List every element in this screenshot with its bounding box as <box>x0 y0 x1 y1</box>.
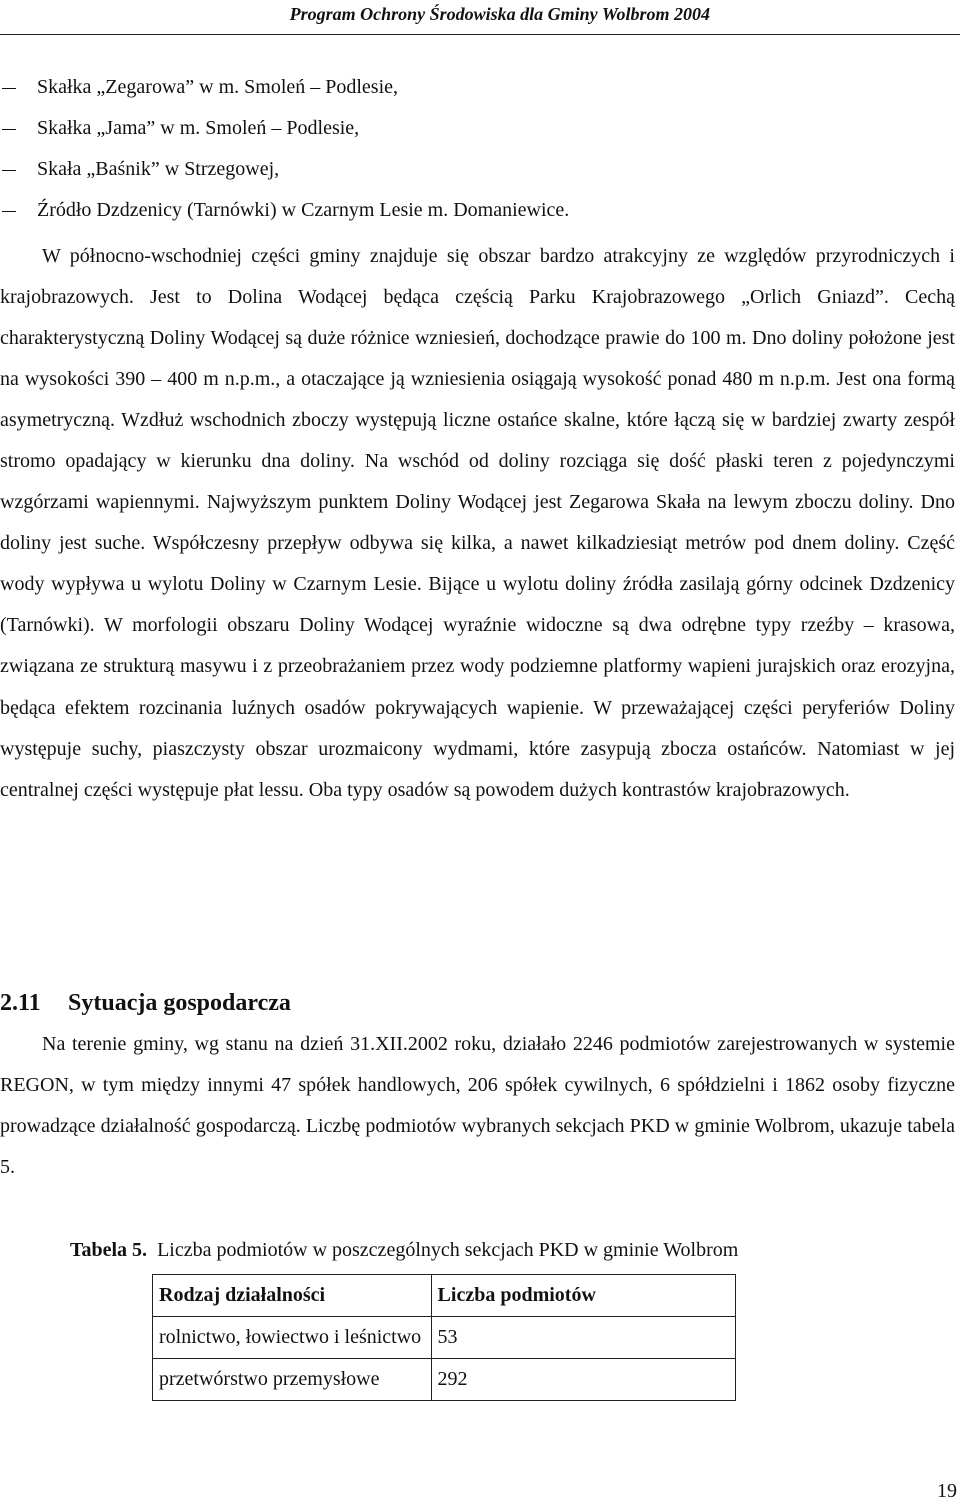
table-cell: 53 <box>431 1317 735 1359</box>
list-item <box>0 108 960 149</box>
table-caption-text: Liczba podmiotów w poszczególnych sekcjach PKD w gminie Wolbrom <box>157 1239 739 1261</box>
dash-bullet-icon <box>2 211 16 212</box>
section-number: 2.11 <box>0 990 41 1016</box>
table-header-row <box>153 1275 736 1317</box>
section-heading <box>0 990 291 1017</box>
table-cell: 292 <box>431 1359 735 1401</box>
table-cell: przetwórstwo przemysłowe <box>153 1359 432 1401</box>
section-title: Sytuacja gospodarcza <box>68 990 291 1016</box>
list-item-text: Skałka „Jama” w m. Smoleń – Podlesie, <box>37 117 360 139</box>
list-item-text: Źródło Dzdzenicy (Tarnówki) w Czarnym Lesie m. Domaniewice. <box>37 199 570 221</box>
page-number: 19 <box>937 1480 957 1502</box>
table-caption-label: Tabela 5. <box>70 1239 148 1261</box>
table-header-cell: Liczba podmiotów <box>431 1275 735 1317</box>
table-row <box>153 1317 736 1359</box>
list-item-text: Skałka „Zegarowa” w m. Smoleń – Podlesie, <box>37 76 399 98</box>
dash-bullet-icon <box>2 88 16 89</box>
list-item <box>0 67 960 108</box>
running-header: Program Ochrony Środowiska dla Gminy Wolbrom 2004 <box>289 4 710 24</box>
list-item <box>0 190 960 231</box>
bullet-list <box>0 67 960 231</box>
dash-bullet-icon <box>2 170 16 171</box>
paragraph-gospodarka: Na terenie gminy, wg stanu na dzień 31.XII.2002 roku, działało 2246 podmiotów zarejestrowanych w systemie REGON, w tym między innymi 47 spółek handlowych, 206 spółek cywilnych, 6 spółdzielni i 1862 osoby fizyczne prowadzące działalność gospodarczą. Liczbę podmiotów wybranych sekcjach PKD w gminie Wolbrom, ukazuje tabela 5. <box>0 1033 955 1179</box>
paragraph-dolina-wodacej: W północno-wschodniej części gminy znajduje się obszar bardzo atrakcyjny ze względów przyrodniczych i krajobrazowych. Jest to Dolina Wodącej będąca częścią Parku Krajobrazowego „Orlich Gniazd”. Cechą charakterystyczną Doliny Wodącej są duże różnice wzniesień, dochodzące prawie do 100 m. Dno doliny położone jest na wysokości 390 – 400 m n.p.m., a otaczające ją wzniesienia osiągają wysokość ponad 480 m n.p.m. Jest ona formą asymetryczną. Wzdłuż wschodnich zboczy występują liczne ostańce skalne, które łączą się w bardziej zwarty zespół stromo opadający w kierunku dna doliny. Na wschód od doliny rozciąga się dość płaski teren z pojedynczymi wzgórzami wapiennymi. Najwyższym punktem Doliny Wodącej jest Zegarowa Skała na lewym zboczu doliny. Dno doliny jest suche. Współczesny przepływ odbywa się kilka, a nawet kilkadziesiąt metrów pod dnem doliny. Część wody wypływa u wylotu Doliny w Czarnym Lesie. Bijące u wylotu doliny źródła zasilają górny odcinek Dzdzenicy (Tarnówki). W morfologii obszaru Doliny Wodącej wyraźnie widoczne są dwa odrębne typy rzeźby – krasowa, związana ze strukturą masywu i z przeobrażaniem przez wody podziemne platformy wapieni jurajskich oraz erozyjna, będąca efektem rozcinania luźnych osadów pokrywających wapienie. W przeważającej części peryferiów Doliny występuje suchy, piaszczysty obszar urozmaicony wydmami, które zasypują zbocza ostańców. Natomiast w jej centralnej części występuje płat lessu. Oba typy osadów są powodem dużych kontrastów krajobrazowych. <box>0 245 955 801</box>
list-item <box>0 149 960 190</box>
header-rule <box>0 34 960 35</box>
table-row <box>153 1359 736 1401</box>
dash-bullet-icon <box>2 129 16 130</box>
table-cell: rolnictwo, łowiectwo i leśnictwo <box>153 1317 432 1359</box>
table-header-cell: Rodzaj działalności <box>153 1275 432 1317</box>
list-item-text: Skała „Baśnik” w Strzegowej, <box>37 158 280 180</box>
pkd-table <box>152 1274 736 1401</box>
table-caption <box>70 1232 738 1268</box>
